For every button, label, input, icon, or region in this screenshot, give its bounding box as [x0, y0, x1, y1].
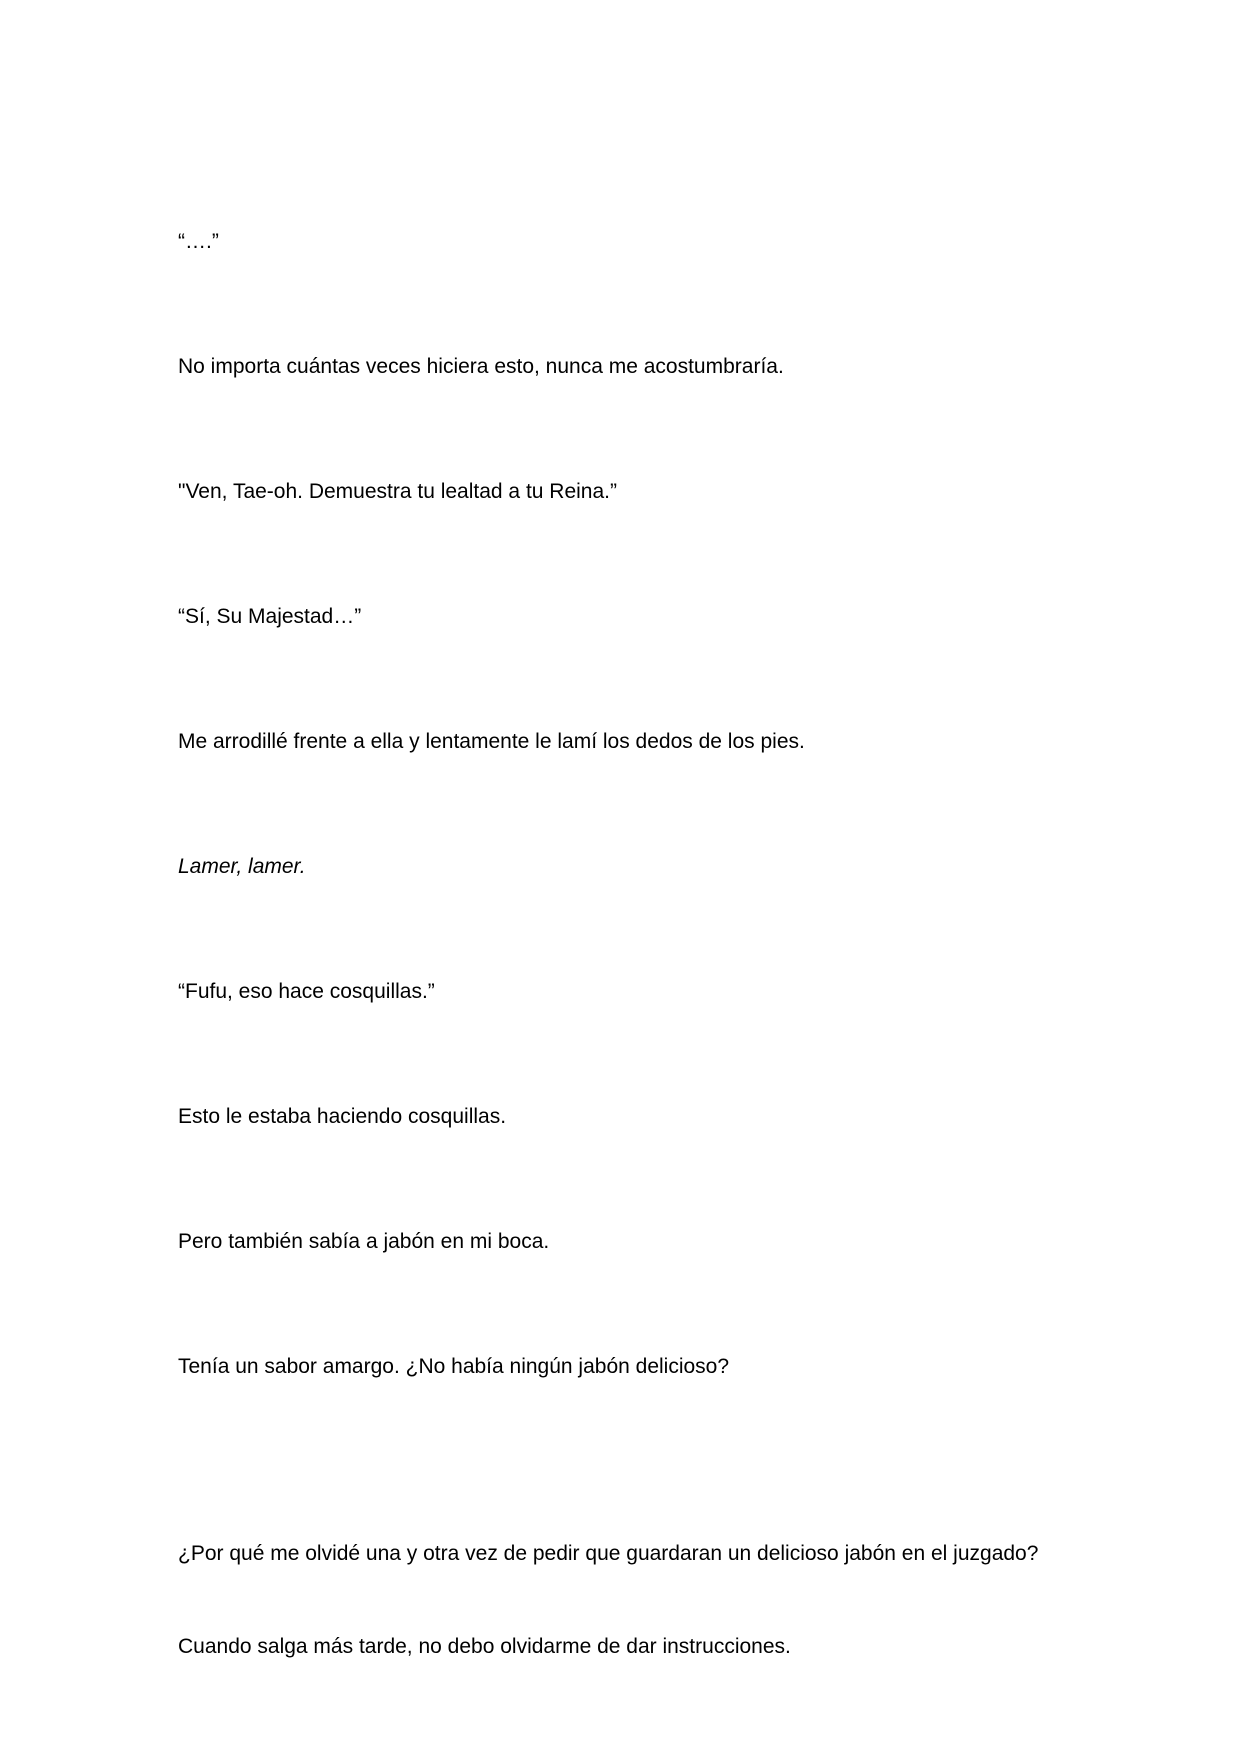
paragraph-narration: Pero también sabía a jabón en mi boca. [178, 1230, 550, 1253]
paragraph-narration: No importa cuántas veces hiciera esto, nunca me acostumbraría. [178, 355, 784, 378]
paragraph-narration: Tenía un sabor amargo. ¿No había ningún jabón delicioso? [178, 1355, 730, 1378]
paragraph-narration: Me arrodillé frente a ella y lentamente le lamí los dedos de los pies. [178, 730, 805, 753]
paragraph-sound-effect: Lamer, lamer. [178, 855, 306, 878]
paragraph-dialogue-queen: "Ven, Tae-oh. Demuestra tu lealtad a tu Reina.” [178, 480, 617, 503]
paragraph-line: ¿Por qué me olvidé una y otra vez de pedir que guardaran un delicioso jabón en el juzgado? [178, 1542, 1039, 1565]
paragraph-dialogue-reply: “Sí, Su Majestad…” [178, 605, 362, 628]
paragraph-dialogue-queen: “Fufu, eso hace cosquillas.” [178, 980, 435, 1003]
paragraph-narration-multiline [178, 1476, 1078, 1724]
paragraph-ellipsis-quote: “….” [178, 230, 219, 253]
paragraph-narration: Esto le estaba haciendo cosquillas. [178, 1105, 507, 1128]
paragraph-line: Cuando salga más tarde, no debo olvidarme de dar instrucciones. [178, 1635, 791, 1658]
